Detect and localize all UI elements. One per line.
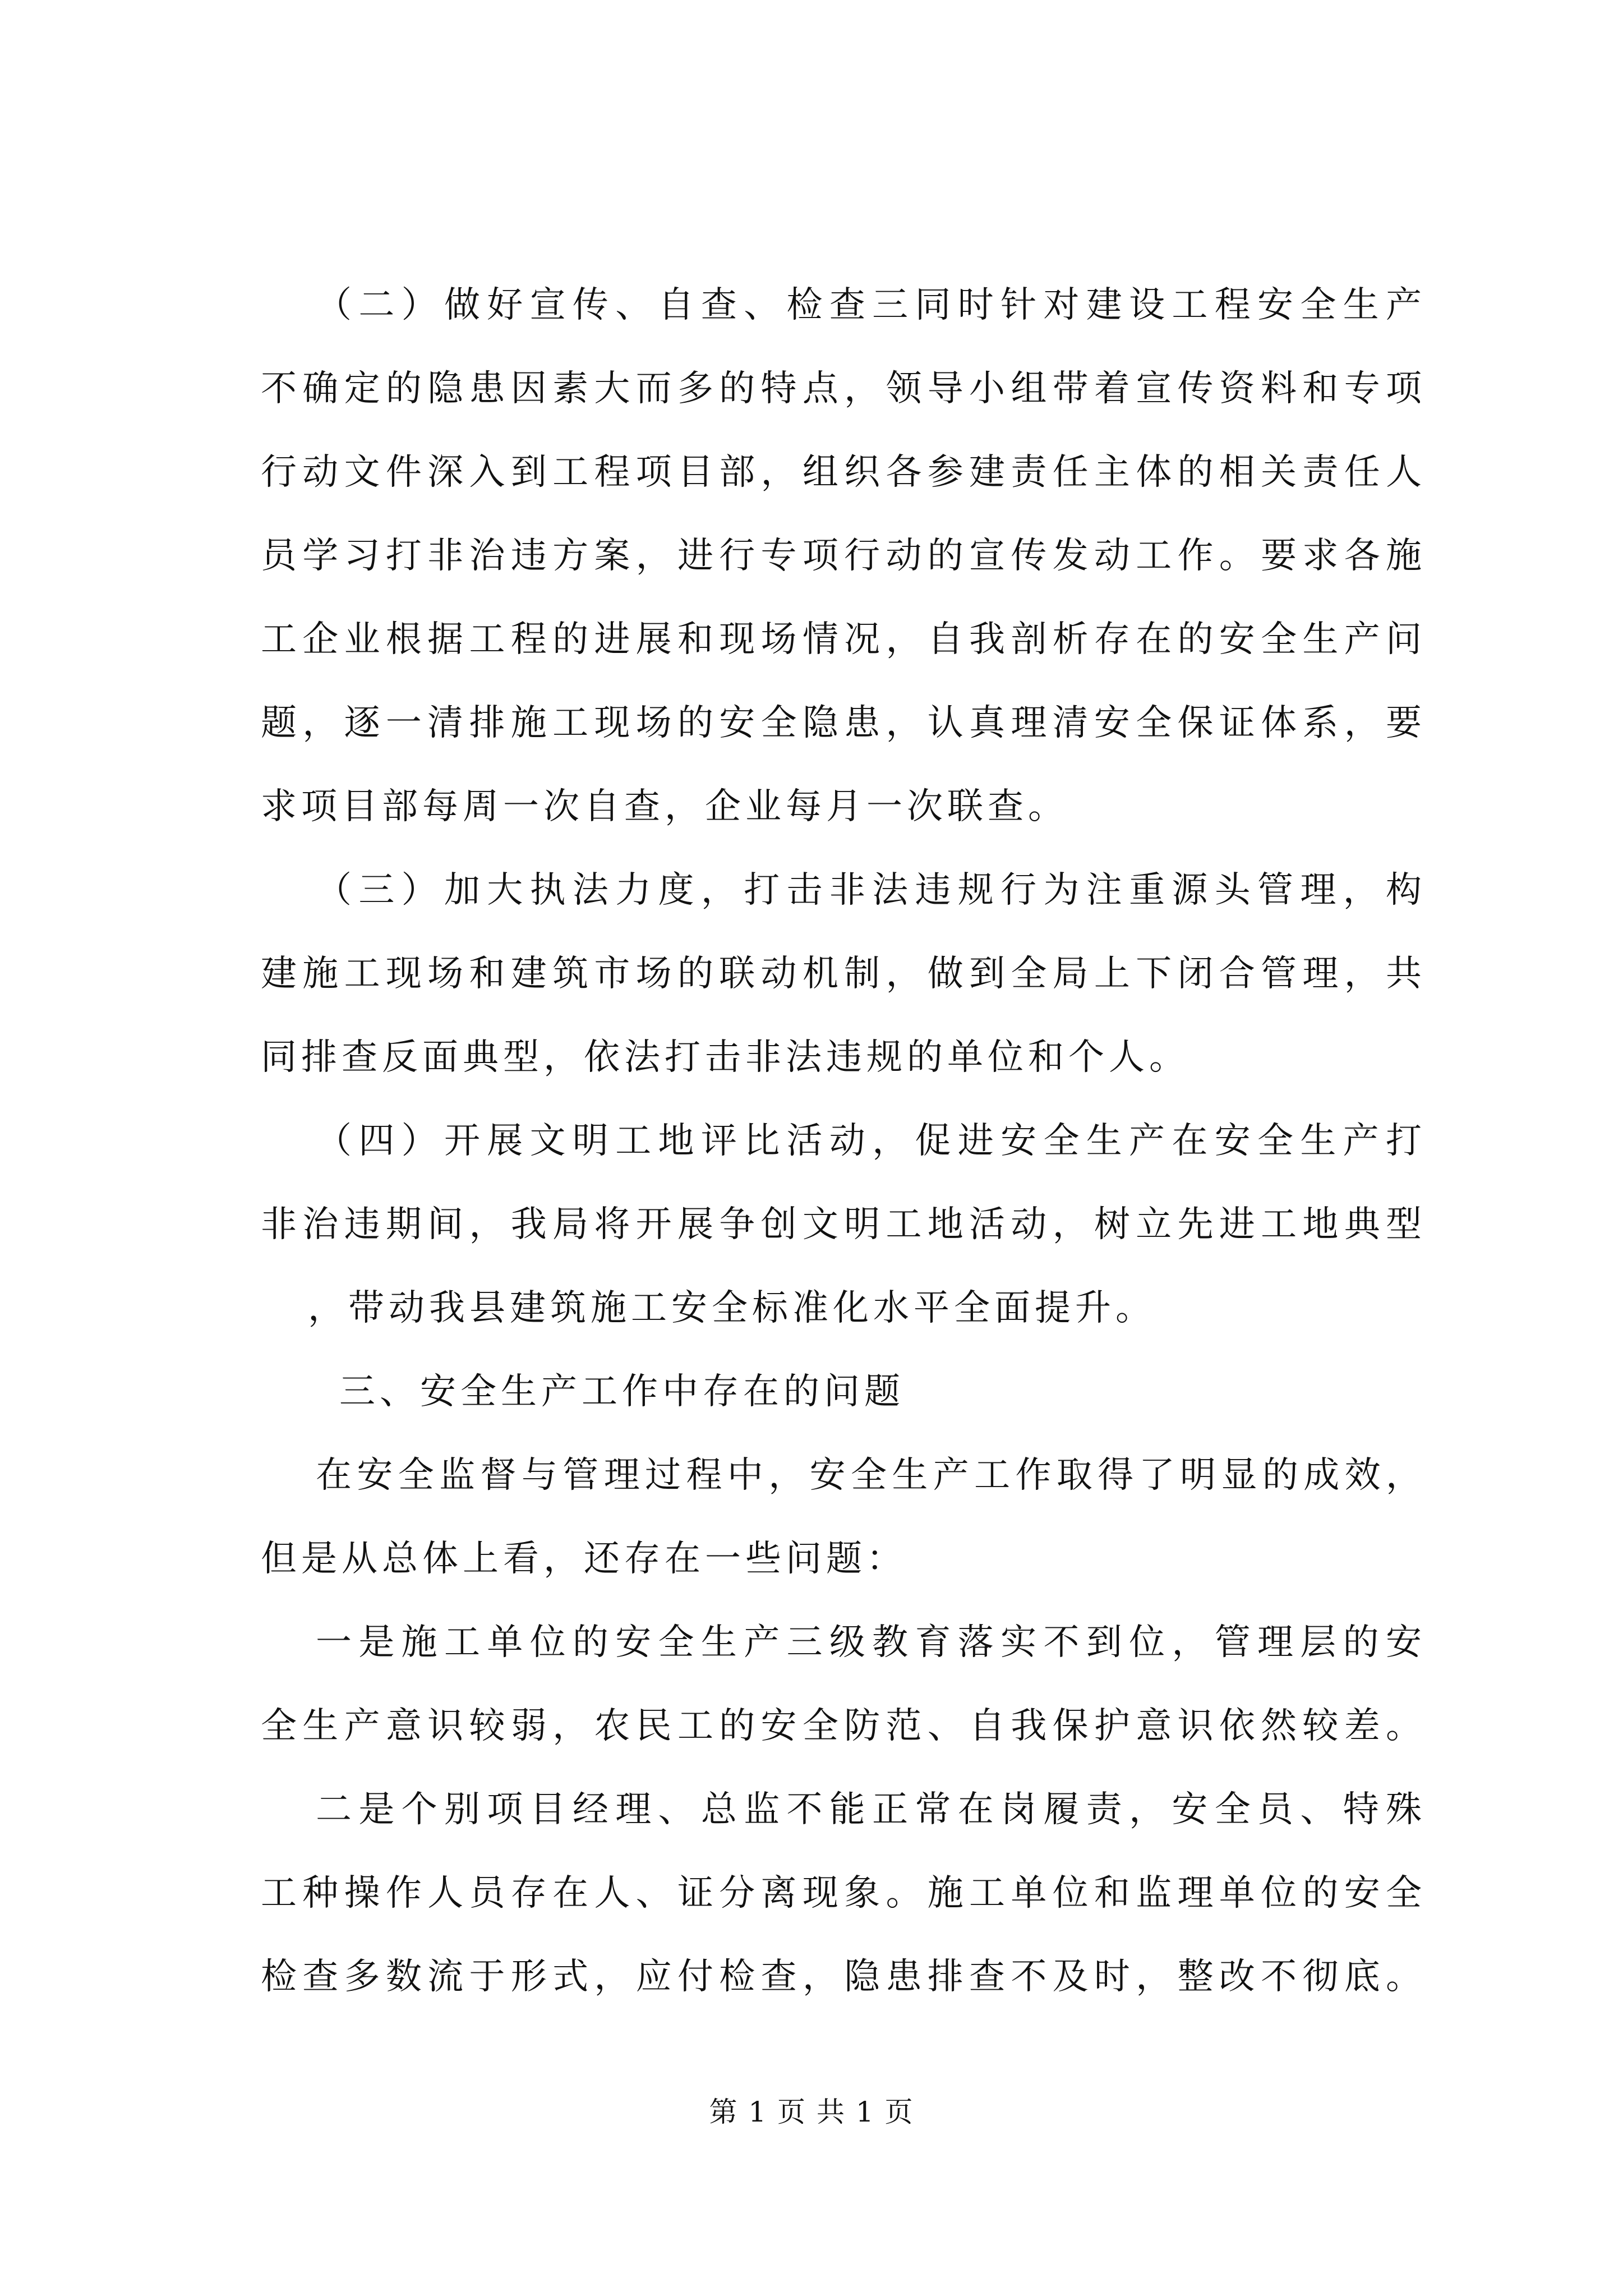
paragraph-line: 建施工现场和建筑市场的联动机制，做到全局上下闭合管理，共	[261, 953, 1422, 995]
paragraph-line: 一是施工单位的安全生产三级教育落实不到位，管理层的安	[316, 1622, 1422, 1663]
paragraph-line: （四）开展文明工地评比活动，促进安全生产在安全生产打	[316, 1120, 1422, 1162]
paragraph-line: 行动文件深入到工程项目部，组织各参建责任主体的相关责任人	[261, 452, 1422, 493]
paragraph-line: ，带动我县建筑施工安全标准化水平全面提升。	[308, 1287, 1156, 1329]
document-body	[261, 264, 1422, 2019]
section-heading: 三、安全生产工作中存在的问题	[339, 1371, 905, 1412]
paragraph-line: 二是个别项目经理、总监不能正常在岗履责，安全员、特殊	[316, 1789, 1422, 1830]
paragraph-line: 在安全监督与管理过程中，安全生产工作取得了明显的成效，	[316, 1455, 1422, 1496]
paragraph-line: 非治违期间，我局将开展争创文明工地活动，树立先进工地典型	[261, 1204, 1422, 1245]
paragraph-line: 检查多数流于形式，应付检查，隐患排查不及时，整改不彻底。	[261, 1956, 1422, 1998]
paragraph-line: （三）加大执法力度，打击非法违规行为注重源头管理，构	[316, 869, 1422, 911]
paragraph-line: （二）做好宣传、自查、检查三同时针对建设工程安全生产	[316, 284, 1422, 326]
paragraph-line: 不确定的隐患因素大而多的特点，领导小组带着宣传资料和专项	[261, 368, 1422, 409]
paragraph-line: 题，逐一清排施工现场的安全隐患，认真理清安全保证体系，要	[261, 702, 1422, 744]
paragraph-line: 同排查反面典型，依法打击非法违规的单位和个人。	[261, 1037, 1189, 1078]
paragraph-line: 求项目部每周一次自查，企业每月一次联查。	[261, 786, 1068, 827]
paragraph-line: 全生产意识较弱，农民工的安全防范、自我保护意识依然较差。	[261, 1705, 1422, 1747]
paragraph-line: 工企业根据工程的进展和现场情况，自我剖析存在的安全生产问	[261, 619, 1422, 660]
paragraph-line: 员学习打非治违方案，进行专项行动的宣传发动工作。要求各施	[261, 535, 1422, 577]
paragraph-line: 工种操作人员存在人、证分离现象。施工单位和监理单位的安全	[261, 1872, 1422, 1914]
paragraph-line: 但是从总体上看，还存在一些问题：	[261, 1538, 907, 1580]
page-number-footer: 第 1 页 共 1 页	[709, 2096, 914, 2128]
